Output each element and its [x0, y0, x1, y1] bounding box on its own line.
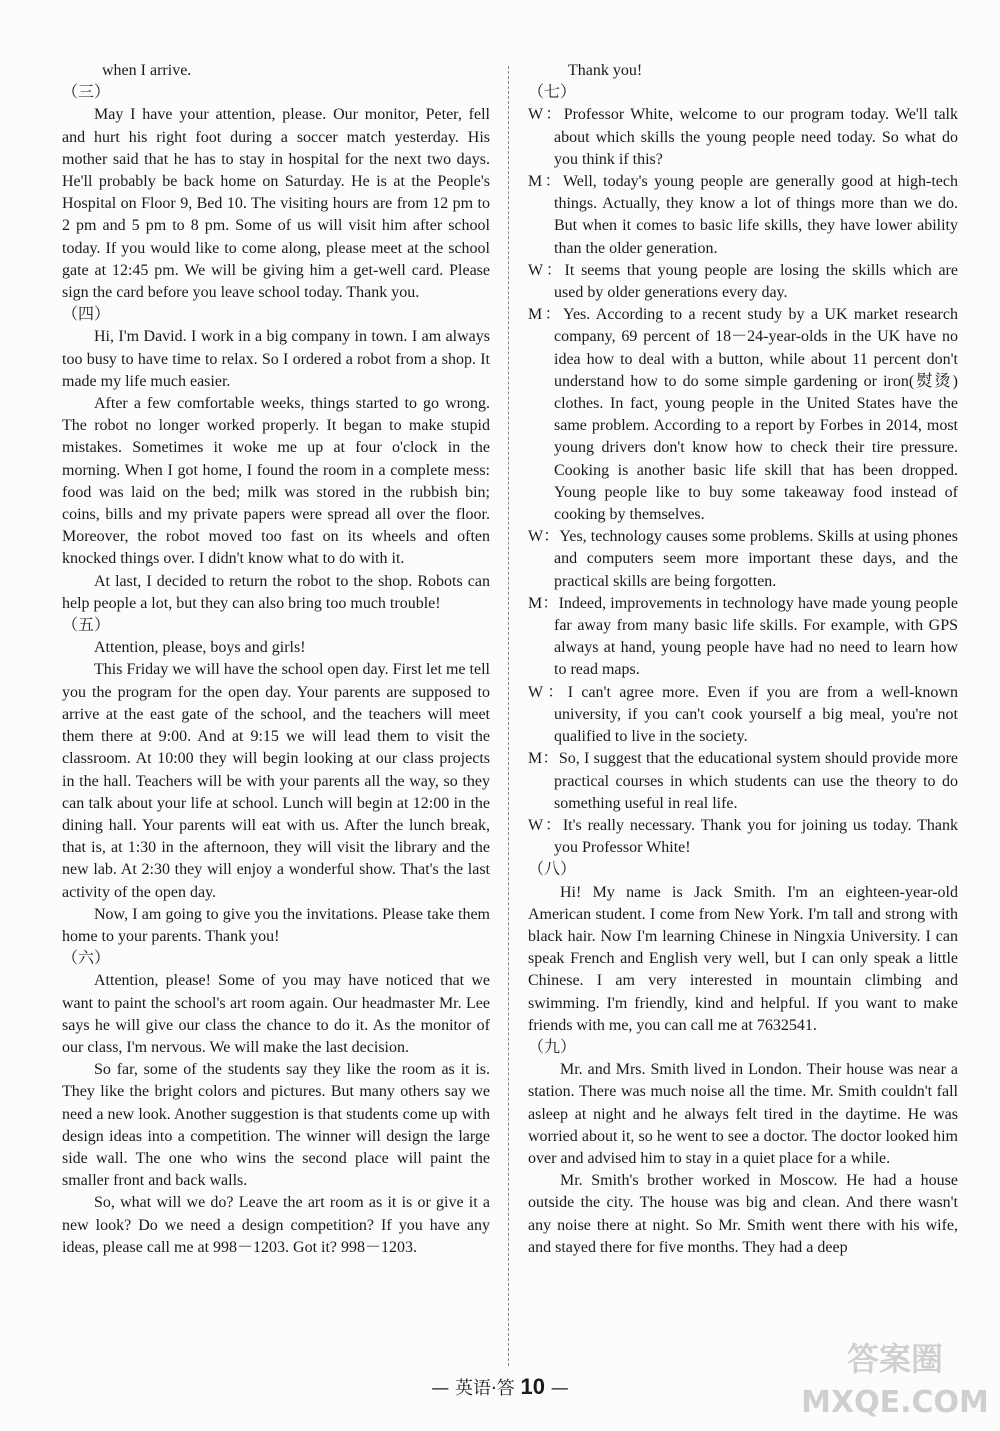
section-number: （四）: [62, 306, 111, 324]
paragraph: So, what will we do? Leave the art room as it is or give it a new look? Do we need a design competition? If you have any ideas, please call me at 998－1203. Got it? 998－1203.: [62, 1194, 490, 1256]
paragraph: May I have your attention, please. Our monitor, Peter, fell and hurt his right foot during a soccer match yesterday. His mother said that he has to stay in hospital for the next two days. He'll probably be back home on Saturday. He is at the People's Hospital on Floor 9, Bed 10. The visiting hours are from 12 pm to 2 pm and 5 pm to 8 pm. Some of us will visit him after school today. If you would like to come along, please meet at the school gate at 12:45 pm. We will be giving him a get-well card. Please sign the card before you leave school today. Thank you.: [62, 106, 490, 302]
section-number: （三）: [62, 84, 111, 102]
footer-dash-right: —: [550, 1378, 569, 1399]
paragraph: Mr. and Mrs. Smith lived in London. Their house was near a station. There was much noise all the time. Mr. Smith couldn't fall asleep at night and he always felt tired in the daytime. He was worried about it, so he went to see a doctor. The doctor looked him over and advised him to stay in a quiet place for a while.: [528, 1061, 958, 1167]
paragraph: Mr. Smith's brother worked in Moscow. He had a house outside the city. The house was big and clean. And there wasn't any noise there at night. So Mr. Smith went there with his wife, and stayed there for five months. They had a deep: [528, 1172, 958, 1256]
watermark-top-text: 答案圈: [846, 1340, 944, 1378]
section-number: （六）: [62, 950, 111, 968]
right-column: [528, 60, 958, 1259]
footer-dash-left: —: [431, 1378, 450, 1399]
section-number: （五）: [62, 617, 111, 635]
paragraph: This Friday we will have the school open day. First let me tell you the program for the open day. Your parents are supposed to arrive at the east gate of the school, and the teachers will meet them there at 9:00. And at 9:15 we will lead them to visit the classroom. At 10:00 they will begin looking at our class projects in the hall. Teachers will be with your parents all the way, so they can talk about your life at school. Lunch will begin at 12:00 in the dining hall. Your parents will eat with us. After the lunch break, that is, at 1:30 in the afternoon, they will visit the library and the new lab. At 2:30 they will enjoy a wonderful show. That's the last activity of the open day.: [62, 661, 490, 901]
dialogue-line: M：So, I suggest that the educational system should provide more practical courses in which students can use the theory to do something useful in real life.: [528, 750, 958, 812]
paragraph: So far, some of the students say they like the room as it is. They like the bright colors and pictures. But many others say we need a new look. Another suggestion is that students come up with design ideas into a competition. The winner will design the large side wall. The one who wins the second place will paint the smaller front and back walls.: [62, 1061, 490, 1190]
left-column: [62, 60, 490, 1259]
footer-subject: 英语·答: [455, 1378, 515, 1399]
paragraph: Hi, I'm David. I work in a big company in town. I am always too busy to have time to relax. So I ordered a robot from a shop. It made my life much easier.: [62, 328, 490, 390]
continued-line: Thank you!: [568, 62, 643, 79]
dialogue-line: M：Well, today's young people are generally good at high-tech things. Actually, they know a lot of things more than we do. But when it comes to basic life skills, they have lower ability than the older generation.: [528, 173, 958, 257]
paragraph: Attention, please, boys and girls!: [94, 639, 306, 657]
dialogue-line: W：It seems that young people are losing the skills which are used by older generations every day.: [528, 261, 958, 302]
dialogue-line: W：Yes, technology causes some problems. Skills at using phones and computers seem more important these days, and the practical skills are being forgotten.: [528, 528, 958, 590]
continued-line: when I arrive.: [102, 62, 192, 79]
paragraph: Attention, please! Some of you may have noticed that we want to paint the school's art room again. Our headmaster Mr. Lee says he will give our class the chance to do it. As the monitor of our class, I'm nervous. We will make the last decision.: [62, 972, 490, 1056]
page-number: 10: [520, 1374, 545, 1399]
page-footer: [0, 1374, 1000, 1400]
column-divider: [508, 66, 509, 1366]
section-number: （八）: [528, 861, 577, 879]
dialogue-line: W：It's really necessary. Thank you for joining us today. Thank you Professor White!: [528, 816, 958, 857]
dialogue-line: M：Indeed, improvements in technology have made young people far away from many basic life skills. For example, with GPS always at hand, young people have had no need to learn how to read maps.: [528, 594, 958, 679]
paragraph: Now, I am going to give you the invitations. Please take them home to your parents. Thank you!: [62, 905, 490, 945]
section-number: （九）: [528, 1038, 577, 1056]
section-number: （七）: [528, 84, 577, 102]
watermark-bottom-text: MXQE.COM: [801, 1385, 989, 1420]
paragraph: After a few comfortable weeks, things started to go wrong. The robot no longer worked properly. It began to make stupid mistakes. Sometimes it woke me up at four o'clock in the morning. When I got home, I found the room in a complete mess: food was laid on the bed; milk was stored in the rubbish bin; coins, bills and my private papers were spread all over the floor. Moreover, the robot moved too fast on its wheels and often knocked things over. I didn't know what to do with it.: [62, 395, 490, 568]
dialogue-line: W：Professor White, welcome to our program today. We'll talk about which skills the young people need today. So what do you think if this?: [528, 106, 958, 168]
dialogue-line: M：Yes. According to a recent study by a UK market research company, 69 percent of 18－24-year-olds in the UK have no idea how to deal with a button, while about 11 percent don't understand how to do some simple gardening or iron(熨烫) clothes. In fact, young people in the United States have the same problem. According to a report by Forbes in 2014, most young drivers don't know how to check their tire pressure. Cooking is another basic life skill that has been dropped. Young people like to buy some takeaway food instead of cooking by themselves.: [528, 306, 958, 524]
paragraph: At last, I decided to return the robot to the shop. Robots can help people a lot, but they can also bring too much trouble!: [62, 572, 490, 612]
paragraph: Hi! My name is Jack Smith. I'm an eighteen-year-old American student. I come from New York. I'm tall and strong with black hair. Now I'm learning Chinese in Ningxia University. I can speak French and English very well, but I can only speak a little Chinese. I am very interested in mountain climbing and swimming. I'm friendly, kind and helpful. If you want to make friends with me, you can call me at 7632541.: [528, 883, 958, 1034]
dialogue-line: W：I can't agree more. Even if you are from a well-known university, if you can't cook yourself a big meal, you're not qualified to live in the society.: [528, 683, 958, 746]
